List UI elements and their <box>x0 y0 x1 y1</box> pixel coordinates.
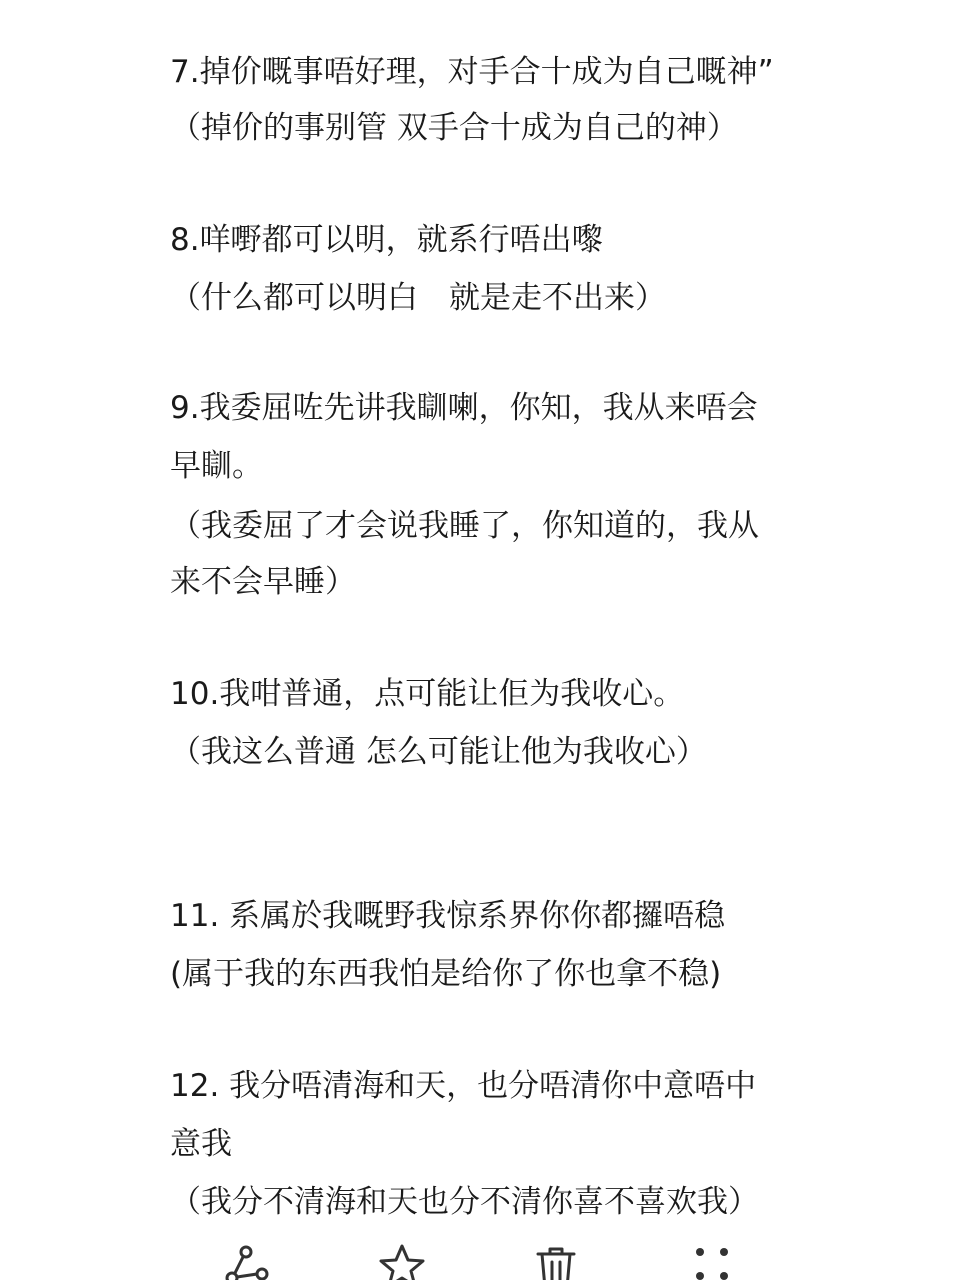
note-line: 意我 <box>170 1126 232 1162</box>
note-line: 9.我委屈咗先讲我瞓喇，你知，我从来唔会 <box>170 390 758 426</box>
note-line: 12. 我分唔清海和天，也分唔清你中意唔中 <box>170 1068 757 1104</box>
note-line: （我委屈了才会说我睡了，你知道的，我从 <box>170 508 759 544</box>
share-icon[interactable] <box>222 1244 270 1280</box>
note-line: (属于我的东西我怕是给你了你也拿不稳) <box>170 956 722 992</box>
star-icon[interactable] <box>378 1244 426 1280</box>
trash-icon[interactable] <box>532 1244 580 1280</box>
note-line: （我分不清海和天也分不清你喜不喜欢我） <box>170 1184 759 1220</box>
note-line: （我这么普通 怎么可能让他为我收心） <box>170 734 707 770</box>
note-line: （掉价的事别管 双手合十成为自己的神） <box>170 110 738 146</box>
note-line: 11. 系属於我嘅野我惊系界你你都攞唔稳 <box>170 898 726 934</box>
note-line: 早瞓。 <box>170 448 263 484</box>
note-line: 10.我咁普通，点可能让佢为我收心。 <box>170 676 685 712</box>
more-icon[interactable] <box>688 1244 736 1280</box>
bottom-toolbar <box>0 1236 960 1280</box>
note-line: （什么都可以明白 就是走不出来） <box>170 280 666 316</box>
note-line: 8.咩嘢都可以明，就系行唔出嚟 <box>170 222 603 258</box>
note-line: 来不会早睡） <box>170 564 356 600</box>
note-line: 7.掉价嘅事唔好理，对手合十成为自己嘅神” <box>170 54 774 90</box>
